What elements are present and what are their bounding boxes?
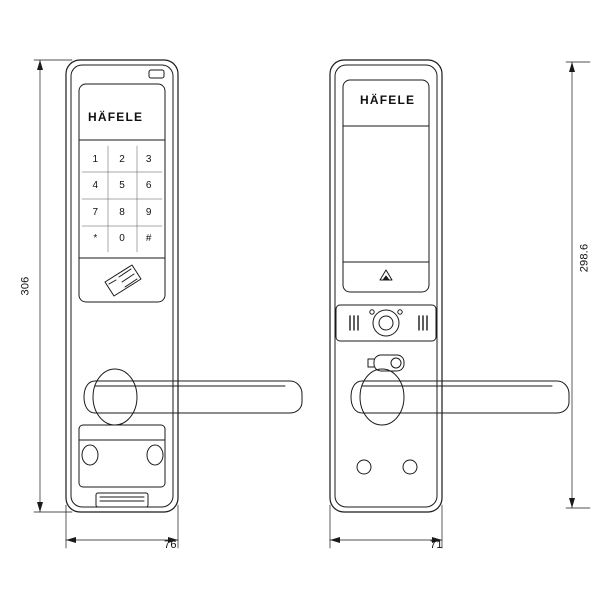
rear-outer-body bbox=[330, 60, 442, 512]
rear-screw-left bbox=[357, 460, 371, 474]
keypad-key-0[interactable]: 0 bbox=[119, 233, 125, 245]
left-contacts-icon bbox=[350, 316, 358, 330]
keypad-key-5[interactable]: 5 bbox=[119, 180, 125, 192]
rear-inner-body bbox=[335, 65, 437, 507]
dimension-label-front-width: 76 bbox=[164, 539, 177, 551]
keypad-key-6[interactable]: 6 bbox=[145, 180, 152, 192]
front-handle-rosette bbox=[93, 369, 137, 425]
front-outer-body bbox=[66, 60, 178, 512]
rear-screw-right bbox=[403, 460, 417, 474]
front-lower-plate bbox=[79, 425, 165, 487]
front-inner-body bbox=[71, 65, 173, 507]
keypad-key-8[interactable]: 8 bbox=[119, 206, 125, 218]
rfid-card-icon bbox=[105, 265, 141, 296]
dimension-label-front-height: 306 bbox=[19, 276, 32, 296]
keypad-key-2[interactable]: 2 bbox=[119, 153, 125, 165]
front-lower-right-circle bbox=[147, 445, 163, 465]
rear-handle-rosette bbox=[360, 369, 404, 425]
fingerprint-sensor-icon bbox=[373, 310, 399, 336]
triangle-indicator-icon bbox=[380, 270, 392, 280]
dimension-label-rear-width: 71 bbox=[430, 539, 443, 551]
front-view-group bbox=[66, 60, 302, 512]
keypad-key-4[interactable]: 4 bbox=[92, 180, 99, 192]
front-handle bbox=[84, 369, 302, 425]
dimension-label-rear-height: 298.6 bbox=[578, 243, 591, 273]
keypad-grid[interactable] bbox=[82, 146, 162, 252]
front-brand-label: HÄFELE bbox=[88, 110, 144, 124]
front-lower-left-circle bbox=[82, 445, 98, 465]
front-bottom-slot bbox=[96, 493, 148, 507]
keypad-key-star[interactable]: * bbox=[93, 233, 98, 245]
rear-handle bbox=[351, 369, 569, 425]
rear-view-group bbox=[330, 60, 569, 512]
front-top-slot bbox=[149, 70, 164, 78]
keypad-key-1[interactable]: 1 bbox=[92, 153, 99, 165]
battery-icon bbox=[368, 355, 404, 371]
keypad-key-3[interactable]: 3 bbox=[145, 153, 152, 165]
keypad-key-7[interactable]: 7 bbox=[92, 206, 99, 218]
rear-sensor-row bbox=[336, 305, 436, 341]
dimension-lines bbox=[34, 60, 590, 548]
rear-top-panel bbox=[343, 80, 429, 292]
right-contacts-icon bbox=[419, 316, 427, 330]
keypad-key-9[interactable]: 9 bbox=[145, 206, 152, 218]
keypad-key-hash[interactable]: # bbox=[145, 233, 152, 245]
rear-brand-label: HÄFELE bbox=[360, 93, 416, 107]
